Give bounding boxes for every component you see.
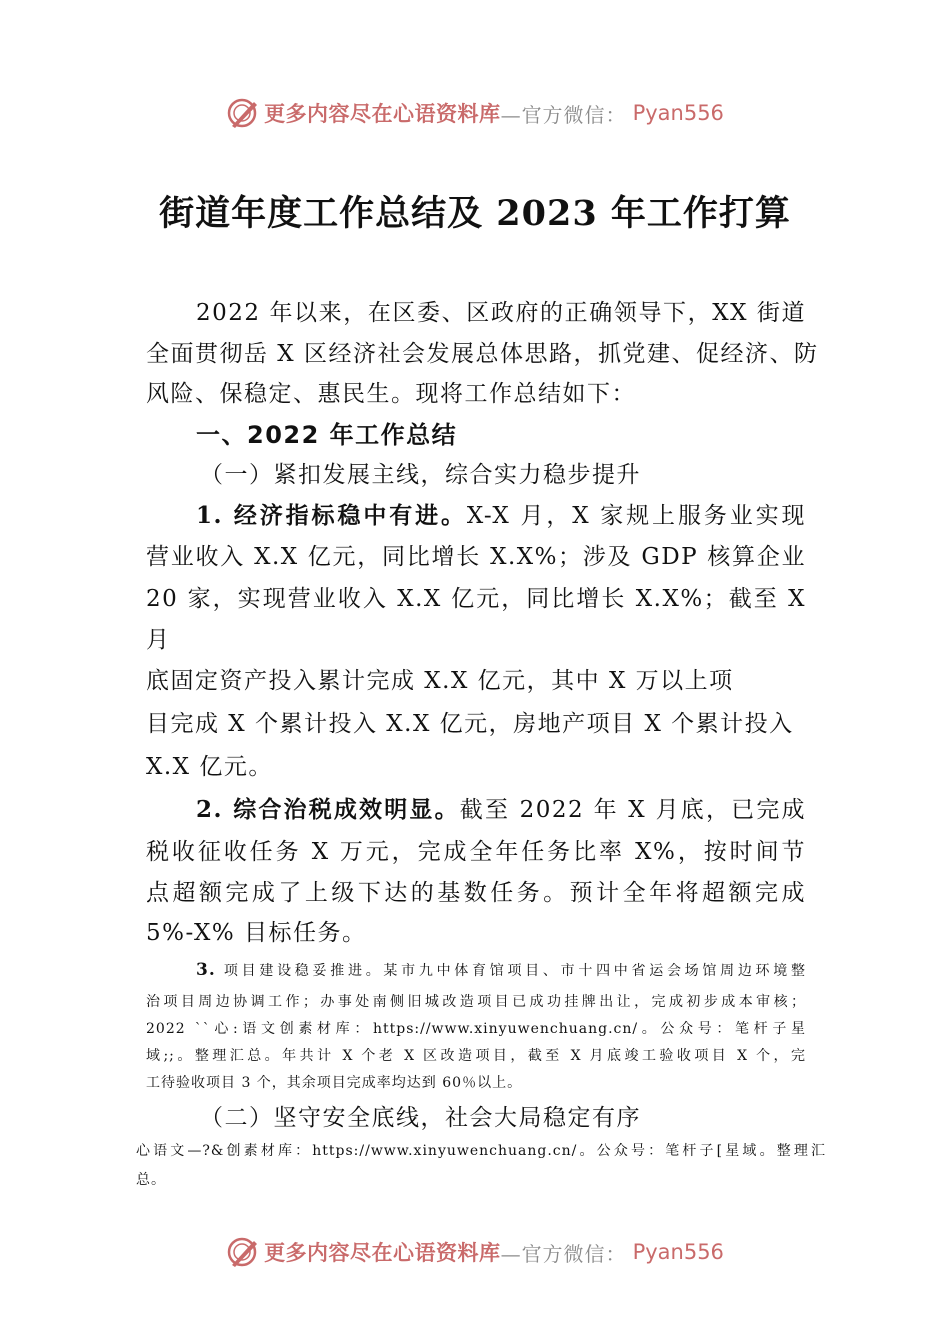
item-3-line-4: 域;;。整理汇总。年共计 X 个老 X 区改造项目，截至 X 月底竣工验收项目 X 个，完 — [146, 1048, 806, 1064]
pen-logo-icon — [226, 96, 260, 130]
item-1-line-3: 20 家，实现营业收入 X.X 亿元，同比增长 X.X%；截至 X — [146, 586, 806, 612]
item-1-line-6: 目完成 X 个累计投入 X.X 亿元，房地产项目 X 个累计投入 — [146, 711, 794, 737]
item-1-text: X-X 月，X 家规上服务业实现 — [466, 503, 806, 529]
bottom-banner — [0, 1232, 950, 1272]
item-2-heading: 2. 综合治税成效明显。 — [196, 796, 460, 823]
banner-text: 更多内容尽在心语资料库 — [264, 1240, 501, 1265]
item-3-line-3: 2022 ``心:语文创素材库：https://www.xinyuwenchuang.cn/。公众号：笔杆子星 — [146, 1021, 806, 1037]
section-heading-1: 一、2022 年工作总结 — [196, 421, 458, 449]
subsection-heading-2: （二）坚守安全底线，社会大局稳定有序 — [200, 1105, 641, 1131]
item-3-line-2: 治项目周边协调工作；办事处南侧旧城改造项目已成功挂牌出让，完成初步成本审核； — [146, 994, 806, 1010]
footer-note-line-2: 总。 — [136, 1172, 166, 1188]
item-1-first-line — [196, 497, 806, 530]
footer-note-line-1: 心语文—?&创素材库：https://www.xinyuwenchuang.cn/。公众号：笔杆子[星域。整理汇 — [136, 1143, 826, 1159]
top-banner — [0, 93, 950, 133]
document-title: 街道年度工作总结及 2023 年工作打算 — [159, 193, 791, 234]
subsection-heading-1: （一）紧扣发展主线，综合实力稳步提升 — [200, 462, 641, 488]
banner-text: 更多内容尽在心语资料库 — [264, 101, 501, 126]
item-1-line-4: 月 — [146, 627, 171, 653]
item-3-first-line — [196, 960, 806, 980]
banner-wechat-id[interactable]: Pyan556 — [632, 101, 724, 125]
item-2-text: 截至 2022 年 X 月底，已完成 — [459, 797, 806, 823]
item-2-line-3: 点超额完成了上级下达的基数任务。预计全年将超额完成 — [146, 880, 806, 906]
item-2-line-4: 5%-X% 目标任务。 — [146, 920, 367, 946]
pen-logo-icon — [226, 1235, 260, 1269]
intro-line-2: 全面贯彻岳 X 区经济社会发展总体思路，抓党建、促经济、防 — [146, 341, 819, 367]
banner-label: —官方微信： — [500, 1241, 627, 1266]
item-1-line-2: 营业收入 X.X 亿元，同比增长 X.X%；涉及 GDP 核算企业 — [146, 544, 806, 570]
intro-line-1: 2022 年以来，在区委、区政府的正确领导下，XX 街道 — [196, 300, 806, 326]
item-3-number: 3. — [196, 960, 216, 980]
banner-label: —官方微信： — [500, 102, 627, 127]
intro-line-3: 风险、保稳定、惠民生。现将工作总结如下： — [146, 381, 636, 407]
item-1-line-5: 底固定资产投入累计完成 X.X 亿元，其中 X 万以上项 — [146, 668, 734, 694]
item-3-line-5: 工待验收项目 3 个，其余项目完成率均达到 60％以上。 — [146, 1075, 523, 1091]
item-2-first-line — [196, 791, 806, 824]
item-1-heading: 1. 经济指标稳中有进。 — [196, 502, 467, 529]
item-1-line-7: X.X 亿元。 — [146, 754, 273, 780]
banner-wechat-id[interactable]: Pyan556 — [632, 1240, 724, 1264]
item-2-line-2: 税收征收任务 X 万元，完成全年任务比率 X%，按时间节 — [146, 839, 806, 865]
item-3-text: 项目建设稳妥推进。某市九中体育馆项目、市十四中省运会场馆周边环境整 — [223, 963, 806, 979]
